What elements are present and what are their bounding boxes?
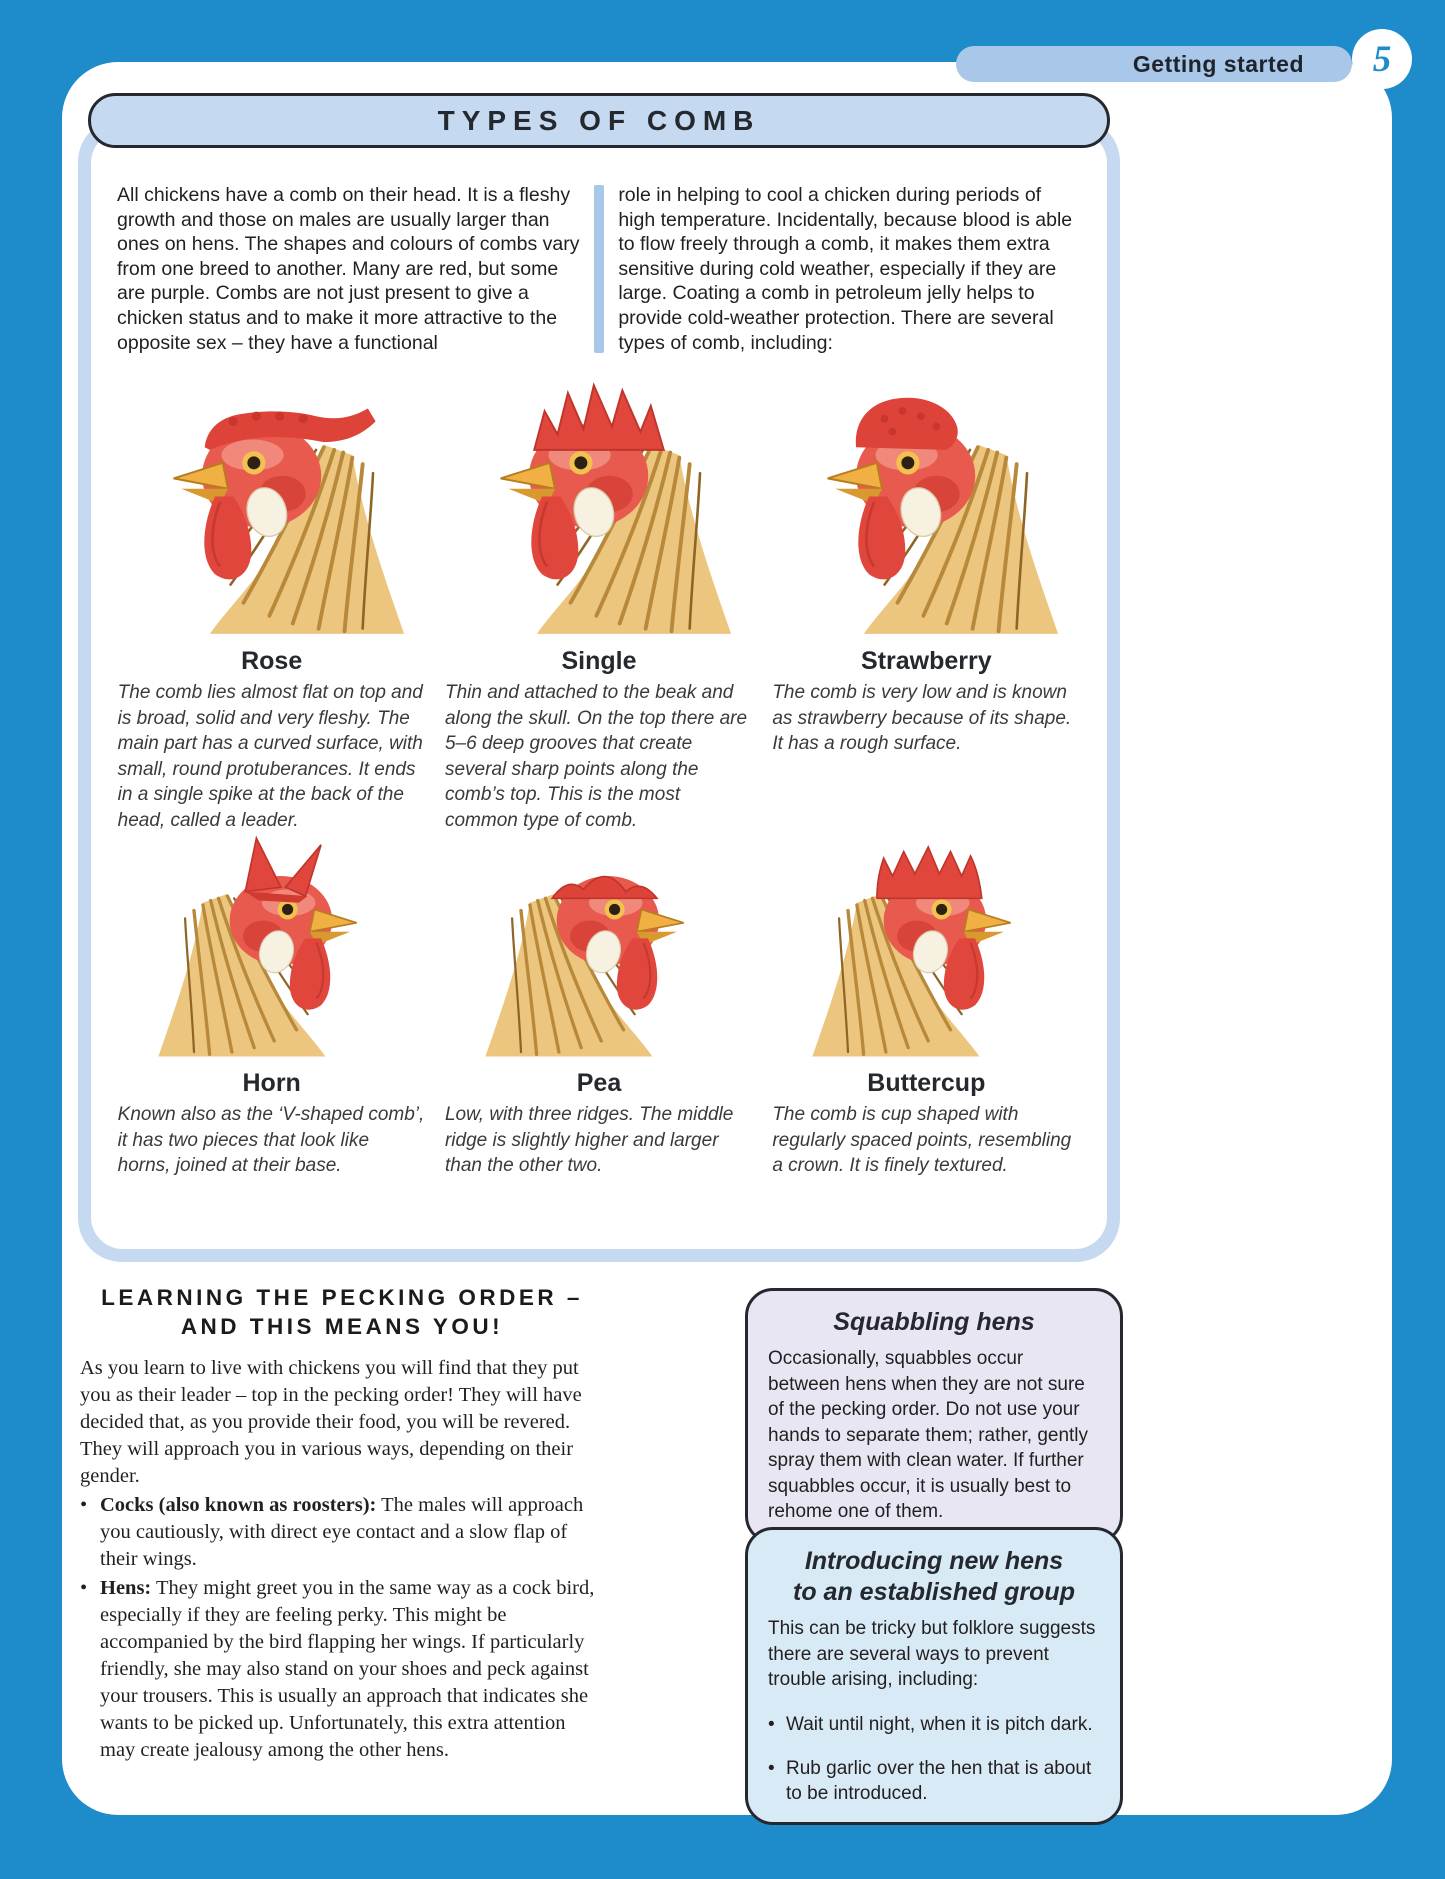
squabbling-hens-body: Occasionally, squabbles occur between hens when they are not sure of the pecking order. Do not use your hands to separate them; rather, gently spray them with clean water. If further squabbles occur, it is usually best to rehome one of them. <box>768 1348 1089 1522</box>
page-number: 5 <box>1372 38 1392 80</box>
panel-title-bar <box>88 93 1110 148</box>
comb-description: Low, with three ridges. The middle ridge is slightly higher and larger than the other two. <box>444 1104 734 1177</box>
intro-column-left: All chickens have a comb on their head. It is a fleshy growth and those on males are usually larger than ones on hens. The shapes and colours of combs vary from one breed to another. Many are red, but some are purple. Combs are not just present to give a chicken status and to make it more attractive to the opposite sex – they have a functional <box>117 184 580 354</box>
bullet-lead: Hens: <box>100 1577 152 1599</box>
column-divider <box>594 185 605 353</box>
comb-description: The comb is cup shaped with regularly spaced points, resembling a crown. It is finely textured. <box>772 1104 1072 1177</box>
bullet-text <box>100 1575 604 1764</box>
pecking-order-heading <box>80 1283 604 1341</box>
bullet-icon: • <box>768 1757 775 1779</box>
bullet-rest: They might greet you in the same way as a cock bird, especially if they are feeling perky. This might be accompanied by the bird flapping her wings. If particularly friendly, she may also stand on your shoes and peck against your trousers. This is usually an approach that indicates she wants to be picked up. Unfortunately, this extra attention may create jealousy among the other hens. <box>100 1577 595 1761</box>
comb-description: The comb lies almost flat on top and is broad, solid and very fleshy. The main part has a curved surface, with small, round protuberances. It ends in a single spike at the back of the head, called a leader. <box>117 682 423 831</box>
page-number-badge <box>1352 29 1412 89</box>
heading-line-1: LEARNING THE PECKING ORDER – <box>101 1285 583 1310</box>
bullet-icon: • <box>80 1577 88 1599</box>
squabbling-hens-box <box>745 1288 1123 1544</box>
introducing-new-hens-box <box>745 1527 1123 1825</box>
list-item-wait-until-night <box>768 1712 1100 1737</box>
comb-name: Single <box>561 647 637 676</box>
bullet-icon: • <box>80 1494 88 1516</box>
comb-figure-strawberry <box>772 361 1081 833</box>
chicken-head-horn-illustration <box>117 833 426 1061</box>
panel-content <box>91 131 1107 1249</box>
comb-figure-single <box>444 361 753 833</box>
comb-figure-pea <box>444 833 753 1179</box>
bullet-text: Wait until night, when it is pitch dark. <box>786 1713 1093 1735</box>
bullet-text: Rub garlic over the hen that is about to be introduced. <box>786 1757 1092 1804</box>
section-label: Getting started <box>1132 50 1304 77</box>
pecking-order-intro: As you learn to live with chickens you will find that they put you as their leader – top in the pecking order! They will have decided that, as you provide their food, you will be revered. They will approach you in various ways, depending on their gender. <box>80 1357 582 1487</box>
introducing-new-hens-title <box>768 1546 1100 1608</box>
comb-description: Thin and attached to the beak and along the skull. On the top there are 5–6 deep grooves that create several sharp points along the comb’s top. This is the most common type of comb. <box>444 682 748 831</box>
comb-name: Buttercup <box>867 1069 986 1098</box>
intro-columns <box>117 183 1081 355</box>
comb-grid <box>117 361 1081 1179</box>
comb-figure-buttercup <box>772 833 1081 1179</box>
comb-figure-horn <box>117 833 426 1179</box>
bullet-lead: Cocks (also known as roosters): <box>100 1494 377 1516</box>
comb-name: Pea <box>576 1069 622 1098</box>
comb-name: Horn <box>242 1069 301 1098</box>
title-line-2: to an established group <box>793 1578 1075 1606</box>
panel-title: TYPES OF COMB <box>437 104 761 136</box>
chicken-head-pea-illustration <box>444 833 753 1061</box>
chicken-head-strawberry-illustration <box>772 361 1081 639</box>
types-of-comb-panel <box>78 118 1120 1262</box>
chicken-head-buttercup-illustration <box>772 833 1081 1061</box>
section-header-pill <box>956 46 1352 82</box>
chicken-head-rose-illustration <box>117 361 426 639</box>
bullet-rest: The males will approach you cautiously, with direct eye contact and a slow flap of their wings. <box>100 1494 584 1570</box>
comb-description: The comb is very low and is known as strawberry because of its shape. It has a rough surface. <box>772 682 1072 755</box>
list-item-rub-garlic <box>768 1756 1100 1806</box>
comb-figure-rose <box>117 361 426 833</box>
pecking-order-section <box>80 1283 604 1764</box>
introducing-new-hens-body: This can be tricky but folklore suggests there are several ways to prevent trouble arising, including: <box>768 1618 1096 1690</box>
comb-name: Rose <box>241 647 303 676</box>
title-line-1: Introducing new hens <box>804 1547 1064 1575</box>
bullet-icon: • <box>768 1713 775 1735</box>
chicken-head-single-illustration <box>444 361 753 639</box>
squabbling-hens-title: Squabbling hens <box>833 1308 1035 1336</box>
list-item-cocks <box>80 1492 604 1573</box>
intro-column-right: role in helping to cool a chicken during periods of high temperature. Incidentally, because blood is able to flow freely through a comb, it makes them extra sensitive during cold weather, especially if they are large. Coating a comb in petroleum jelly helps to provide cold-weather protection. There are several types of comb, including: <box>618 184 1073 354</box>
comb-name: Strawberry <box>861 647 992 676</box>
heading-line-2: AND THIS MEANS YOU! <box>180 1314 504 1339</box>
comb-description: Known also as the ‘V-shaped comb’, it has two pieces that look like horns, joined at their base. <box>117 1104 425 1177</box>
list-item-hens <box>80 1575 604 1764</box>
bullet-text <box>100 1492 604 1573</box>
